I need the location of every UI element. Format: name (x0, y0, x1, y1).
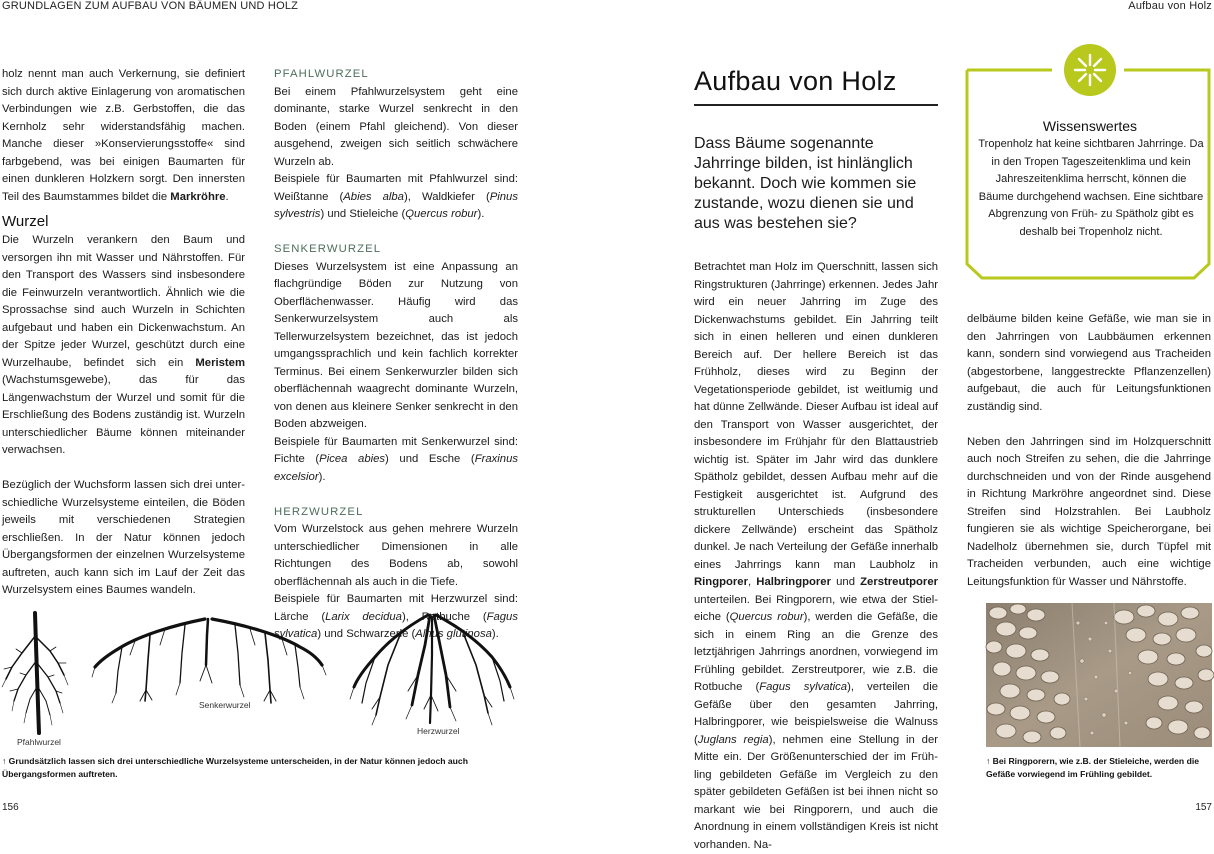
wuchsform-paragraph: Bezüglich der Wuchsform lassen sich drei unterschiedliche Wurzelsysteme einteilen, die Böden jeweils mit verschiedenen Strategien erschließen. In der Natur können jedoch Übergangsformen der einzelnen Wurzelsysteme auftreten, auch kann sich im Lauf der Zeit das Wurzelsystem eines Baumes wandeln. (2, 479, 245, 596)
column-3 (694, 259, 938, 854)
senkerwurzel-examples: Beispiele für Baumarten mit Senkerwurzel sind: Fichte (Picea abies) und Esche (Fraxinus excelsior). (274, 435, 519, 483)
herzwurzel-heading: HERZWURZEL (274, 505, 364, 518)
herzwurzel-drawing (350, 615, 514, 725)
column-4 (967, 311, 1211, 591)
herzwurzel-text: Vom Wurzelstock aus gehen mehrere Wurzeln unterschiedlicher Dimensionen in alle Richtungen des Bodens ab, sowohl oberflächennah als auch in die Tiefe. (274, 523, 518, 588)
pfahlwurzel-heading: PFAHLWURZEL (274, 68, 369, 80)
page-number-left: 156 (2, 802, 19, 813)
photo-caption: ↑ Bei Ringporern, wie z.B. der Stieleiche, werden die Gefäße vorwiegend im Frühling gebildet. (986, 756, 1199, 779)
page-number-right: 157 (1195, 802, 1212, 813)
body-paragraph: Betrachtet man Holz im Querschnitt, lassen sich Ringstrukturen (Jahrringe) erkennen. Jedes Jahr wird ein neuer Jahrring im Zuge des Dickenwachstums gebildet. Ein Jahrring teilt sich in einen helleren und einen dunkleren Bereich auf. Der hellere Bereich ist das Frühholz, dieses wird zu Beginn der Vegetationsperiode gebildet, ist weitlumig und hat dünne Zellwände. Dieser Aufbau ist ideal auf den Transport von Wasser ausgerichtet, der insbesondere im Frühjahr für den Blattaustrieb wichtig ist. Später im Jahr wird das dunklere Spätholz gebildet, dessen Aufbau mehr auf die Festigkeit ausgerichtet ist. Aufgrund des strukturellen Unterschieds (insbesondere dickere Zellwände) erscheint das Spätholz dunkel. Je nach Verteilung der Gefäße innerhalb eines Jahrrings kann man Laubholz in Ringporer, Halbringporer und Zerstreutporer unterteilen. Bei Ringporern, wie etwa der Stieleiche (Quercus robur), werden die Gefäße, die sich in einem Ring an die Grenze des letztjährigen Jahrrings anordnen, vorwiegend im Frühling gebildet. Zerstreutporer, wie z.B. die Rotbuche (Fagus sylvatica), verteilen die Gefäße über den gesamten Jahrring, Halbringporer, wie beispielsweise die Walnuss (Juglans regia), nehmen eine Stellung in der Mitte ein. Der Größenunterschied der im Frühling gebildeten Gefäße im Vergleich zu den später gebildeten Gefäßen ist bei ihnen nicht so markant wie bei Ringporern, und auch die Anordnung in einem vollständigen Kreis ist nicht vorhanden. Na- (694, 261, 939, 851)
column-1 (2, 66, 245, 600)
info-box-text: Tropenholz hat keine sichtbaren Jahrringe. Da in den Tropen Tageszeitenklima und kein Jahreszeitenklima herrscht, können die Bäume durchgehend wachsen. Eine sichtbare Abgrenzung von Früh- zu Spätholz gibt es deshalb bei Tropenholz nicht. (978, 138, 1204, 238)
column-2 (274, 66, 518, 644)
roots-caption: ↑ Grundsätzlich lassen sich drei unterschiedliche Wurzelsysteme unterscheiden, in der Natur können jedoch auch Übergangsformen auftreten. (2, 756, 468, 779)
asterisk-icon (1063, 43, 1117, 97)
wurzel-heading: Wurzel (2, 213, 49, 230)
column-4-paragraph-2: Neben den Jahrringen sind im Holzquerschnitt auch noch Streifen zu sehen, die die Jahrringe durchschneiden und von der Rinde ausgehend in Richtung Markröhre angeordnet sind. Diese Streifen sind Holzstrahlen. Bei Laubholz fungieren sie als wichtige Speicherorgane, bei Nadelholz übernehmen sie, durch Tüpfel mit Tracheiden verbunden, auch eine wichtige Leitungsfunktion für Wasser und Nährstoffe. (967, 435, 1211, 588)
lead-paragraph: Dass Bäume sogenannte Jahrringe bilden, ist hinlänglich bekannt. Doch wie kommen sie zustande, wozu dienen sie und aus was bestehen sie? (694, 135, 917, 232)
herzwurzel-examples: Beispiele für Baumarten mit Herzwurzel sind: Lärche (Larix decidua), Rotbuche (Fagus sylvatica) und Schwarzerle (Alnus glutinosa). (274, 593, 518, 640)
senkerwurzel-text: Dieses Wurzelsystem ist eine Anpassung an flachgründige Böden zur Nutzung von Oberflächenwasser. Häufig wird das Senkerwurzelsystem auch als Tellerwurzelsystem bezeichnet, das ist jedoch umgangssprachlich und kein fachlich korrekter Terminus. Bei einem Senkerwurzler bilden sich oberflächennah waagrecht dominante Wurzeln, von denen aus kleinere Senker senkrecht in den Boden abzweigen. (274, 260, 518, 430)
pfahlwurzel-drawing (2, 613, 68, 733)
senkerwurzel-heading: SENKERWURZEL (274, 243, 382, 255)
pfahlwurzel-label: Pfahlwurzel (17, 737, 61, 747)
running-header-right: Aufbau von Holz (1128, 0, 1212, 12)
senkerwurzel-label: Senkerwurzel (199, 700, 251, 710)
herzwurzel-label: Herzwurzel (417, 726, 460, 736)
senkerwurzel-drawing (92, 619, 326, 703)
page-title: Aufbau von Holz (694, 66, 897, 96)
column-4-paragraph-1: delbäume bilden keine Gefäße, wie man sie in den Jahrringen von Laubbäumen erkennen kann, sondern sind vorwiegend aus Tracheiden (abgestorbene, langgestreckte Pflanzenzellen) aufgebaut, die auch für Leitungsfunktionen zuständig sind. (967, 313, 1211, 413)
info-box-title: Wissenswertes (1042, 118, 1138, 134)
intro-paragraph: holz nennt man auch Verkernung, sie definiert sich durch aktive Einlagerung von aromatischen Verbindungen wie z.B. Gerbstoffen, die das Kernholz sehr widerstandsfähig machen. Manche dieser »Konservierungsstoffe« sind farbgebend, was bei einigen Baumarten für einen dunkleren Holzkern sorgt. Den innersten Teil des Baumstammes bildet die Markröhre. (2, 68, 245, 203)
running-header-left: GRUNDLAGEN ZUM AUFBAU VON BÄUMEN UND HOLZ (2, 0, 299, 12)
pfahlwurzel-text: Bei einem Pfahlwurzelsystem geht eine dominante, starke Wurzel senkrecht in den Boden (einem Pfahl gleichend). Von dieser ausgehend, zweigen sich seitlich schwächere Wurzeln ab. (274, 85, 518, 168)
title-rule (694, 104, 938, 106)
pfahlwurzel-examples: Beispiele für Baumarten mit Pfahlwurzel sind: Weißtanne (Abies alba), Waldkiefer (Pinus sylvestris) und Stieleiche (Quercus robur). (274, 173, 518, 220)
oak-cross-section-photo (986, 603, 1212, 747)
wurzel-paragraph: Die Wurzeln verankern den Baum und versorgen ihn mit Wasser und Nährstoffen. Für den Transport des Wassers sind insbesondere die Feinwurzeln verantwortlich. Ähnlich wie die Sprossachse sind auch Wurzeln in Schichten aufgebaut und haben ein Dickenwachstum. An der Spitze jeder Wurzel, geschützt durch eine Wurzelhaube, befindet sich ein Meristem (Wachstumsgewebe), das für das Längenwachstum der Wurzel und somit für die Erschließung des Bodens zuständig ist. Wurzeln unterschiedlicher Bäume können miteinander verwachsen. (2, 234, 245, 456)
